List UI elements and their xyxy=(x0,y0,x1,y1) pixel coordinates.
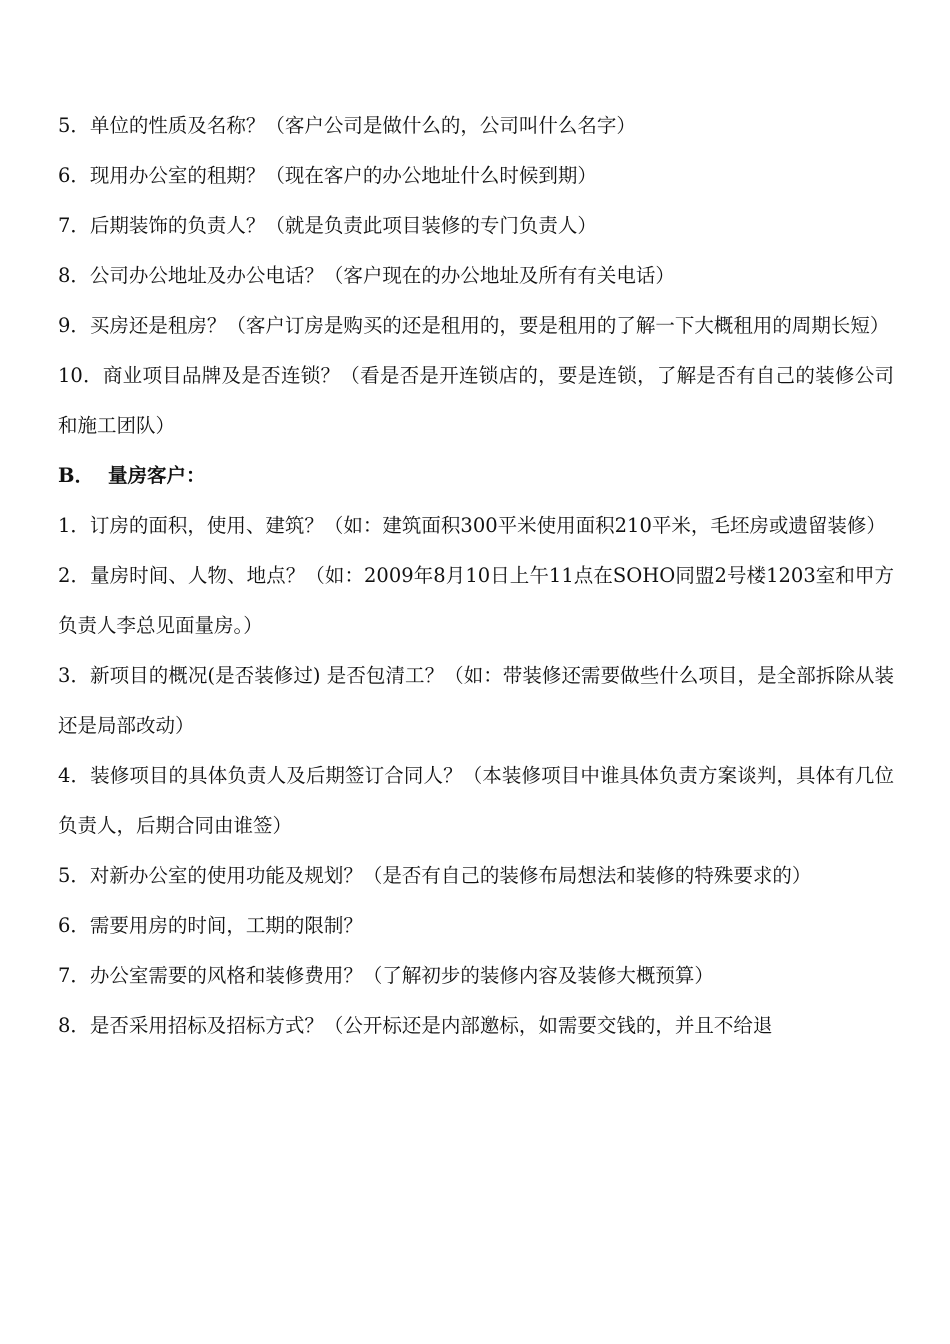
section-b-heading xyxy=(58,451,894,501)
section-b-item-3: 3．新项目的概况(是否装修过) 是否包清工？（如：带装修还需要做些什么项目，是全部拆除从装还是局部改动） xyxy=(58,664,894,737)
section-a-item-5: 5．单位的性质及名称？（客户公司是做什么的，公司叫什么名字） xyxy=(58,114,636,137)
section-b-item-2: 2．量房时间、人物、地点？（如：2009年8月10日上午11点在SOHO同盟2号楼1203室和甲方负责人李总见面量房。） xyxy=(58,564,894,637)
section-a-item-9: 9．买房还是租房？（客户订房是购买的还是租用的，要是租用的了解一下大概租用的周期长短） xyxy=(58,314,890,337)
section-a-item-7: 7．后期装饰的负责人？（就是负责此项目装修的专门负责人） xyxy=(58,214,597,237)
section-b-item-6: 6．需要用房的时间，工期的限制？ xyxy=(58,914,363,937)
section-b-item-7: 7．办公室需要的风格和装修费用？（了解初步的装修内容及装修大概预算） xyxy=(58,964,714,987)
section-b-letter: B． xyxy=(58,464,94,487)
section-a-item-6: 6．现用办公室的租期？（现在客户的办公地址什么时候到期） xyxy=(58,164,597,187)
section-b-title: 量房客户： xyxy=(107,464,206,487)
section-b-item-5: 5．对新办公室的使用功能及规划？（是否有自己的装修布局想法和装修的特殊要求的） xyxy=(58,864,812,887)
section-a-item-8: 8．公司办公地址及办公电话？（客户现在的办公地址及所有有关电话） xyxy=(58,264,675,287)
section-b-item-1: 1．订房的面积，使用、建筑？（如：建筑面积300平米使用面积210平米，毛坯房或遗留装修） xyxy=(58,514,886,537)
document-page xyxy=(58,101,894,1051)
section-b-item-4: 4．装修项目的具体负责人及后期签订合同人？（本装修项目中谁具体负责方案谈判，具体有几位负责人，后期合同由谁签） xyxy=(58,764,894,837)
section-a-item-10: 10．商业项目品牌及是否连锁？（看是否是开连锁店的，要是连锁，了解是否有自己的装修公司和施工团队） xyxy=(58,364,894,437)
section-b-item-8: 8．是否采用招标及招标方式？（公开标还是内部邀标，如需要交钱的，并且不给退 xyxy=(58,1014,773,1037)
